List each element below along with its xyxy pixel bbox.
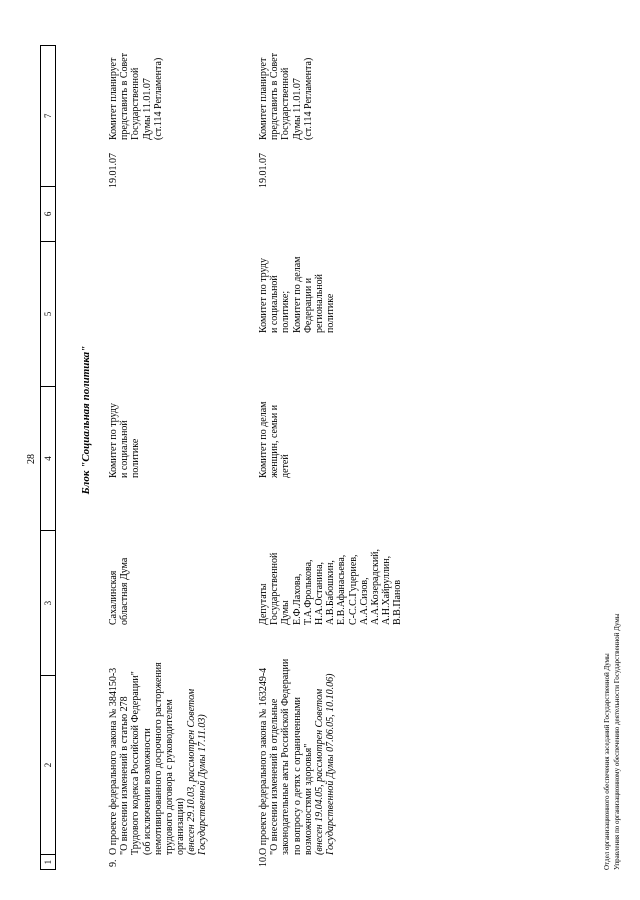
bill-note: (внесен 29.10.03, рассмотрен Советом Государственной Думы 17.11.03) xyxy=(186,688,209,855)
column-header-7: 7 xyxy=(41,46,56,187)
comment: Комитет планирует представить в Совет Государственной Думы 11.01.07 (ст.114 Регламента) xyxy=(108,53,164,140)
row-number: 10. xyxy=(258,854,269,867)
bill-note: (внесен 19.04.05, рассмотрен Советом Государственной Думы 07.06.05, 10.10.06) xyxy=(314,673,337,855)
block-title: Блок "Социальная политика" xyxy=(80,345,92,495)
co-executor-committees: Комитет по труду и социальной политике; Комитет по делам Федерации и региональной политике xyxy=(258,256,337,333)
planned-date: 19.01.07 xyxy=(258,153,269,188)
column-header-2: 2 xyxy=(41,675,56,854)
planned-date: 19.01.07 xyxy=(108,153,119,188)
column-header-6: 6 xyxy=(41,186,56,241)
column-header-1: 1 xyxy=(41,855,56,870)
bill-initiator: Депутаты Государственной Думы Е.Ф.Лахова, Т.А.Фролькова, Н.А.Останина, А.В.Бабошкин, Е.В.Афанасьева, С-С.С.Гуцериев, А.А.Сизов, А.А.Козерадский, А.Н.Хайруллин, В.В.Панов xyxy=(258,548,404,625)
responsible-committee: Комитет по труду и социальной политике xyxy=(108,402,142,478)
comment: Комитет планирует представить в Совет Государственной Думы 11.01.07 (ст.114 Регламента) xyxy=(258,53,314,140)
column-header-3: 3 xyxy=(41,531,56,676)
row-number: 9. xyxy=(108,859,119,867)
page-number: 28 xyxy=(26,454,37,464)
bill-title: О проекте федерального закона № 163249-4 "О внесении изменений в отдельные законодательные акты Российской Федерации по вопросу о детях с ограниченными возможностями здоровья" xyxy=(258,658,314,855)
column-header-4: 4 xyxy=(41,386,56,531)
responsible-committee: Комитет по делам женщин, семьи и детей xyxy=(258,401,292,478)
column-number-header xyxy=(40,45,56,870)
footer-line-1: Отдел организационного обеспечения заседаний Государственной Думы xyxy=(603,653,611,870)
bill-initiator: Сахалинская областная Дума xyxy=(108,557,131,625)
column-header-5: 5 xyxy=(41,242,56,387)
bill-title: О проекте федерального закона № 384150-3 "О внесении изменений в статью 278 Трудового кодекса Российской Федерации" (об исключении возможности немотивированного досрочного расторжения трудового договора с руководителем организации) xyxy=(108,662,187,855)
footer-line-2: Управления по организационному обеспечению деятельности Государственной Думы xyxy=(613,613,621,870)
